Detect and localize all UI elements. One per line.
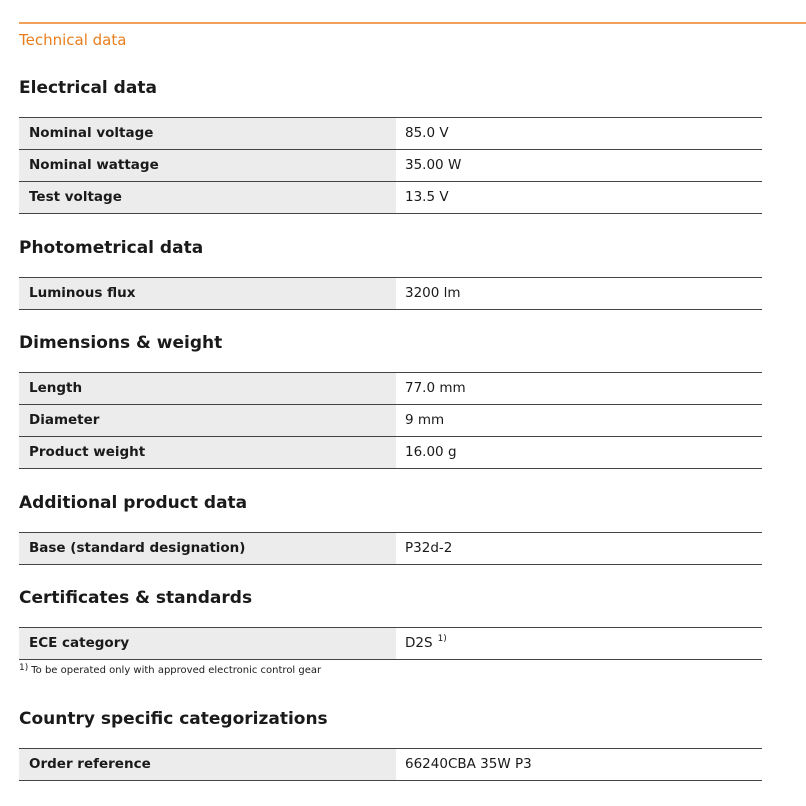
- table-row: [19, 628, 762, 660]
- row-value: 85.0 V: [405, 125, 449, 141]
- row-label: Luminous flux: [19, 278, 396, 309]
- section-heading: Photometrical data: [19, 238, 204, 258]
- row-value: 35.00 W: [405, 157, 462, 173]
- row-value: 77.0 mm: [405, 380, 466, 396]
- table-row: [19, 405, 762, 437]
- table-row: [19, 182, 762, 214]
- spec-table: [19, 372, 762, 469]
- row-label: Base (standard designation): [19, 533, 396, 564]
- section-heading: Additional product data: [19, 493, 248, 513]
- footnote-mark: 1): [19, 663, 29, 673]
- spec-table: [19, 277, 762, 310]
- spec-table: [19, 748, 762, 781]
- row-label: ECE category: [19, 628, 396, 659]
- value-text: D2S: [405, 635, 433, 651]
- table-row: [19, 373, 762, 405]
- row-label: Nominal wattage: [19, 150, 396, 181]
- section-heading: Certificates & standards: [19, 588, 253, 608]
- row-value: [396, 628, 762, 659]
- row-label: Length: [19, 373, 396, 404]
- row-value: 66240CBA 35W P3: [405, 756, 532, 772]
- footnote: [19, 665, 321, 676]
- row-value: 3200 lm: [405, 285, 461, 301]
- section-heading: Dimensions & weight: [19, 333, 223, 353]
- row-value: 16.00 g: [405, 444, 457, 460]
- row-label: Nominal voltage: [19, 118, 396, 149]
- row-label: Order reference: [19, 749, 396, 780]
- row-label: Diameter: [19, 405, 396, 436]
- table-row: [19, 437, 762, 469]
- table-row: [19, 749, 762, 781]
- spec-table: [19, 627, 762, 660]
- row-value: 9 mm: [405, 412, 445, 428]
- page-title: Technical data: [19, 31, 127, 49]
- section-country-specific-categorizations: [19, 707, 762, 781]
- row-value: P32d-2: [405, 540, 453, 556]
- table-row: [19, 278, 762, 310]
- spec-table: [19, 117, 762, 214]
- spec-table: [19, 532, 762, 565]
- footnote-text: To be operated only with approved electronic control gear: [31, 665, 322, 676]
- section-dimensions-weight: [19, 331, 762, 469]
- row-label: Product weight: [19, 437, 396, 468]
- top-divider: [19, 22, 806, 24]
- row-label: Test voltage: [19, 182, 396, 213]
- table-row: [19, 150, 762, 182]
- table-row: [19, 118, 762, 150]
- row-value: 13.5 V: [405, 189, 449, 205]
- section-certificates-standards: [19, 586, 762, 660]
- footnote-ref: 1): [437, 634, 447, 644]
- section-electrical-data: [19, 76, 762, 214]
- section-photometrical-data: [19, 236, 762, 310]
- section-additional-product-data: [19, 491, 762, 565]
- section-heading: Electrical data: [19, 78, 157, 98]
- section-heading: Country specific categorizations: [19, 709, 328, 729]
- table-row: [19, 533, 762, 565]
